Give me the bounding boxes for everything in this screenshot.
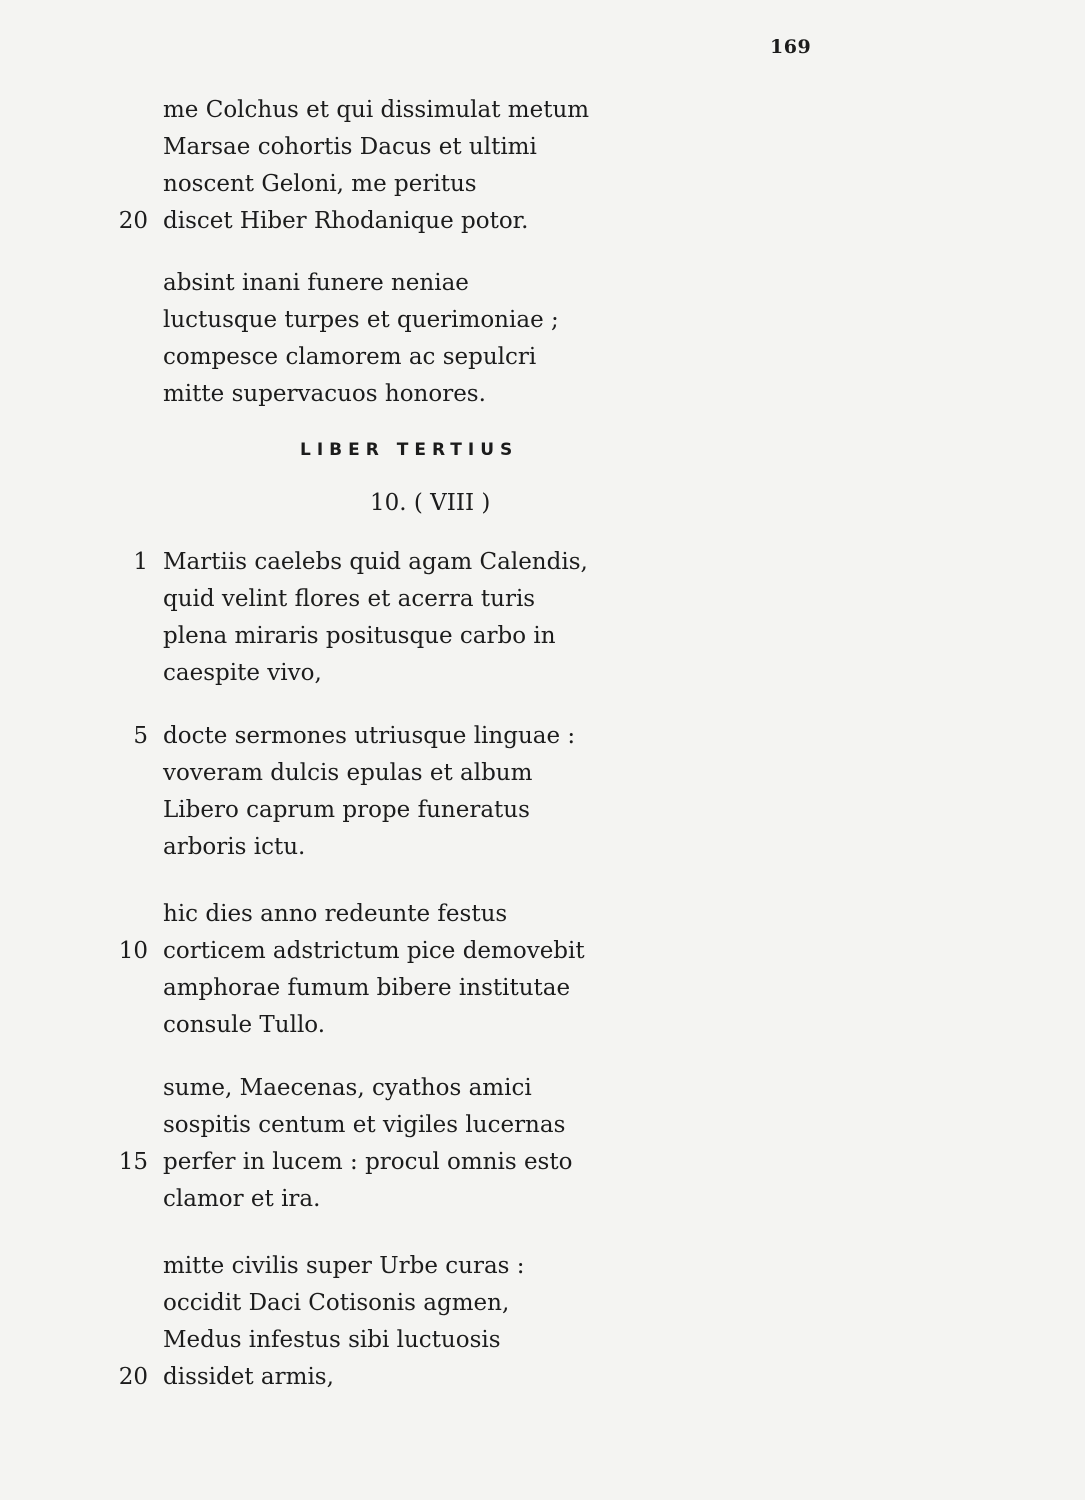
stanza [0,1070,1085,1218]
verse-line [0,970,1085,1007]
verse-text: perfer in lucem : procul omnis esto [163,1149,573,1175]
line-number: 15 [118,1149,148,1175]
verse-line [0,1070,1085,1107]
verse-text: quid velint flores et acerra turis [163,586,536,612]
verse-line [0,618,1085,655]
verse-line [0,1181,1085,1218]
verse-text: occidit Daci Cotisonis agmen, [163,1290,510,1316]
stanza [0,718,1085,866]
verse-line [0,755,1085,792]
verse-text: hic dies anno redeunte festus [163,901,508,927]
verse-line [0,792,1085,829]
stanza [0,896,1085,1044]
verse-text: sospitis centum et vigiles lucernas [163,1112,566,1138]
verse-line [0,1322,1085,1359]
verse-line [0,1107,1085,1144]
stanza [0,1248,1085,1396]
verse-text: Marsae cohortis Dacus et ultimi [163,134,537,160]
line-number: 5 [133,723,148,749]
verse-text: plena miraris positusque carbo in [163,623,556,649]
verse-line [0,265,1085,302]
verse-text: compesce clamorem ac sepulcri [163,344,537,370]
verse-line [0,376,1085,413]
verse-text: clamor et ira. [163,1186,321,1212]
verse-text: mitte supervacuos honores. [163,381,486,407]
page-number: 169 [770,36,812,58]
stanza [0,544,1085,692]
verse-line [0,1144,1085,1181]
verse-line [0,933,1085,970]
verse-line [0,1285,1085,1322]
verse-text: caespite vivo, [163,660,322,686]
verse-text: consule Tullo. [163,1012,326,1038]
line-number: 10 [118,938,148,964]
verse-text: corticem adstrictum pice demovebit [163,938,585,964]
verse-text: amphorae fumum bibere institutae [163,975,571,1001]
verse-line [0,655,1085,692]
line-number: 20 [118,1364,148,1390]
verse-text: Libero caprum prope funeratus [163,797,530,823]
verse-text: mitte civilis super Urbe curas : [163,1253,525,1279]
verse-line [0,203,1085,240]
verse-line [0,166,1085,203]
verse-text: Martiis caelebs quid agam Calendis, [163,549,588,575]
verse-line [0,339,1085,376]
verse-line [0,829,1085,866]
verse-text: absint inani funere neniae [163,270,469,296]
stanza [0,265,1085,413]
verse-text: me Colchus et qui dissimulat metum [163,97,590,123]
verse-text: discet Hiber Rhodanique potor. [163,208,529,234]
verse-text: luctusque turpes et querimoniae ; [163,307,559,333]
verse-line [0,1007,1085,1044]
verse-text: docte sermones utriusque linguae : [163,723,576,749]
verse-text: noscent Geloni, me peritus [163,171,477,197]
verse-line [0,1359,1085,1396]
book-heading: LIBER TERTIUS [300,440,519,460]
line-number: 1 [133,549,148,575]
verse-text: sume, Maecenas, cyathos amici [163,1075,532,1101]
verse-line [0,718,1085,755]
verse-line [0,544,1085,581]
verse-line [0,896,1085,933]
line-number: 20 [118,208,148,234]
poem-number: 10. ( VIII ) [370,490,491,516]
verse-line [0,92,1085,129]
verse-text: voveram dulcis epulas et album [163,760,533,786]
verse-line [0,1248,1085,1285]
verse-line [0,302,1085,339]
verse-text: Medus infestus sibi luctuosis [163,1327,501,1353]
stanza [0,92,1085,240]
verse-text: arboris ictu. [163,834,306,860]
verse-line [0,581,1085,618]
verse-line [0,129,1085,166]
verse-text: dissidet armis, [163,1364,334,1390]
